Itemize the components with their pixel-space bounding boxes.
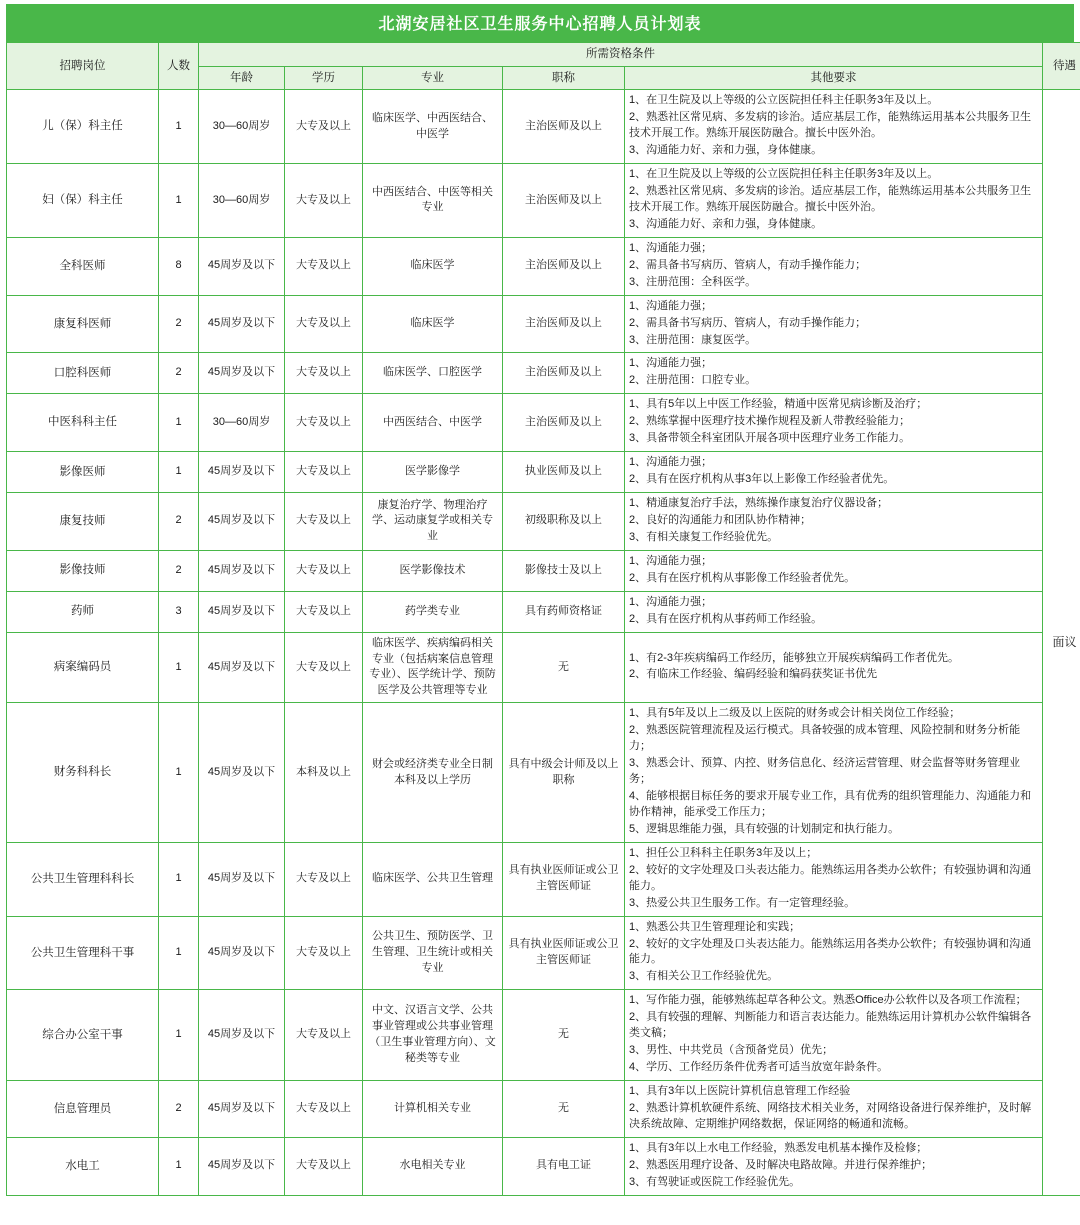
page-title: 北湖安居社区卫生服务中心招聘人员计划表 [6,4,1074,42]
requirement-line: 2、熟悉社区常见病、多发病的诊治。适应基层工作，能熟练运用基本公共服务卫生技术开展工作。熟练开展医防融合。擅长中医外治。 [629,111,1032,140]
cell-other-requirements [625,990,1043,1081]
requirement-line: 3、沟通能力好、亲和力强，身体健康。 [629,144,823,157]
cell-major: 公共卫生、预防医学、卫生管理、卫生统计或相关专业 [363,916,503,990]
requirement-line: 1、沟通能力强； [629,357,713,370]
requirement-line: 1、具有3年以上水电工作经验，熟悉发电机基本操作及检修； [629,1141,928,1154]
cell-major: 药学类专业 [363,591,503,632]
table-row [7,493,1080,551]
table-row [7,550,1080,591]
cell-number: 1 [159,990,199,1081]
requirement-line: 3、有驾驶证或医院工作经验优先。 [629,1175,801,1188]
cell-education: 大专及以上 [285,295,363,353]
table-body [7,90,1080,1195]
cell-job-title: 主治医师及以上 [503,237,625,295]
cell-other-requirements [625,632,1043,703]
cell-other-requirements [625,916,1043,990]
cell-post: 综合办公室干事 [7,990,159,1081]
cell-post: 康复技师 [7,493,159,551]
cell-major: 水电相关专业 [363,1137,503,1195]
cell-major: 临床医学 [363,295,503,353]
cell-other-requirements [625,1137,1043,1195]
cell-job-title: 主治医师及以上 [503,295,625,353]
cell-age: 45周岁及以下 [199,493,285,551]
cell-other-requirements [625,90,1043,164]
table-row [7,164,1080,238]
cell-age: 45周岁及以下 [199,1137,285,1195]
table-row [7,452,1080,493]
requirement-line: 3、男性、中共党员（含预备党员）优先； [629,1044,834,1057]
table-row [7,295,1080,353]
cell-job-title: 无 [503,632,625,703]
table-row [7,90,1080,164]
cell-major: 临床医学 [363,237,503,295]
requirement-line: 2、具有在医疗机构从事3年以上影像工作经验者优先。 [629,473,895,486]
cell-major: 临床医学、中西医结合、中医学 [363,90,503,164]
requirement-line: 1、担任公卫科科主任职务3年及以上； [629,846,818,859]
requirement-line: 1、沟通能力强； [629,299,713,312]
cell-other-requirements [625,394,1043,452]
table-row [7,842,1080,916]
cell-age: 45周岁及以下 [199,353,285,394]
cell-major: 医学影像技术 [363,550,503,591]
requirement-line: 1、精通康复治疗手法，熟练操作康复治疗仪器设备； [629,497,889,510]
requirement-line: 2、具有在医疗机构从事药师工作经验。 [629,612,823,625]
cell-education: 大专及以上 [285,842,363,916]
requirement-line: 2、熟练掌握中医理疗技术操作规程及新人带教经验能力； [629,415,911,428]
cell-post: 公共卫生管理科科长 [7,842,159,916]
cell-other-requirements [625,493,1043,551]
table-row [7,1081,1080,1138]
cell-education: 大专及以上 [285,591,363,632]
cell-major: 中西医结合、中医学 [363,394,503,452]
cell-major: 临床医学、口腔医学 [363,353,503,394]
requirement-line: 2、熟悉医用理疗设备、及时解决电路故障。并进行保养维护； [629,1158,933,1171]
cell-post: 影像医师 [7,452,159,493]
table-row [7,394,1080,452]
requirement-line: 4、能够根据目标任务的要求开展专业工作，具有优秀的组织管理能力、沟通能力和协作精神，能承受工作压力； [629,790,1032,818]
cell-education: 大专及以上 [285,237,363,295]
cell-major: 医学影像学 [363,452,503,493]
requirement-line: 1、具有5年及以上二级及以上医院的财务或会计相关岗位工作经验； [629,707,961,720]
requirement-line: 4、学历、工作经历条件优秀者可适当放宽年龄条件。 [629,1061,889,1074]
cell-number: 2 [159,550,199,591]
cell-job-title: 影像技士及以上 [503,550,625,591]
cell-other-requirements [625,452,1043,493]
cell-post: 妇（保）科主任 [7,164,159,238]
cell-number: 1 [159,916,199,990]
cell-other-requirements [625,1081,1043,1138]
cell-post: 信息管理员 [7,1081,159,1138]
header-treatment: 待遇 [1043,43,1080,90]
cell-age: 45周岁及以下 [199,591,285,632]
requirement-line: 1、具有5年以上中医工作经验，精通中医常见病诊断及治疗； [629,398,928,411]
cell-number: 1 [159,90,199,164]
cell-number: 2 [159,1081,199,1138]
cell-post: 康复科医师 [7,295,159,353]
cell-age: 30—60周岁 [199,394,285,452]
header-qualification-group: 所需资格条件 [199,43,1043,67]
table-row [7,632,1080,703]
cell-number: 3 [159,591,199,632]
cell-education: 大专及以上 [285,632,363,703]
cell-other-requirements [625,591,1043,632]
cell-age: 45周岁及以下 [199,842,285,916]
requirement-line: 2、需具备书写病历、管病人，有动手操作能力； [629,316,867,329]
cell-job-title: 具有药师资格证 [503,591,625,632]
recruitment-table [6,42,1080,1196]
cell-age: 45周岁及以下 [199,237,285,295]
requirement-line: 1、在卫生院及以上等级的公立医院担任科主任职务3年及以上。 [629,168,939,181]
cell-education: 大专及以上 [285,353,363,394]
cell-post: 中医科科主任 [7,394,159,452]
cell-major: 计算机相关专业 [363,1081,503,1138]
cell-education: 大专及以上 [285,452,363,493]
cell-other-requirements [625,353,1043,394]
cell-other-requirements [625,842,1043,916]
cell-job-title: 主治医师及以上 [503,353,625,394]
header-major: 专业 [363,66,503,90]
cell-number: 1 [159,1137,199,1195]
requirement-line: 1、沟通能力强； [629,456,713,469]
cell-major: 中西医结合、中医等相关专业 [363,164,503,238]
cell-number: 1 [159,632,199,703]
cell-number: 1 [159,842,199,916]
header-post: 招聘岗位 [7,43,159,90]
requirement-line: 2、具有较强的理解、判断能力和语言表达能力。能熟练运用计算机办公软件编辑各类文稿； [629,1011,1032,1040]
cell-age: 45周岁及以下 [199,990,285,1081]
requirement-line: 2、有临床工作经验、编码经验和编码获奖证书优先 [629,668,878,681]
requirement-line: 1、有2-3年疾病编码工作经历，能够独立开展疾病编码工作者优先。 [629,651,960,664]
table-row [7,1137,1080,1195]
cell-post: 病案编码员 [7,632,159,703]
cell-number: 1 [159,452,199,493]
requirement-line: 1、在卫生院及以上等级的公立医院担任科主任职务3年及以上。 [629,94,939,107]
header-row-1 [7,43,1080,67]
cell-age: 45周岁及以下 [199,295,285,353]
requirement-line: 3、沟通能力好、亲和力强，身体健康。 [629,217,823,230]
cell-age: 45周岁及以下 [199,550,285,591]
requirement-line: 2、较好的文字处理及口头表达能力。能熟练运用各类办公软件；有较强协调和沟通能力。 [629,937,1032,966]
requirement-line: 1、写作能力强，能够熟练起草各种公文。熟悉Office办公软件以及各项工作流程； [629,994,1027,1007]
cell-other-requirements [625,550,1043,591]
header-age: 年龄 [199,66,285,90]
cell-age: 45周岁及以下 [199,632,285,703]
header-other: 其他要求 [625,66,1043,90]
cell-job-title: 执业医师及以上 [503,452,625,493]
cell-post: 药师 [7,591,159,632]
cell-major: 临床医学、公共卫生管理 [363,842,503,916]
cell-major: 财会或经济类专业全日制本科及以上学历 [363,703,503,843]
requirement-line: 2、需具备书写病历、管病人，有动手操作能力； [629,258,867,271]
cell-other-requirements [625,164,1043,238]
cell-education: 大专及以上 [285,90,363,164]
requirement-line: 3、有相关康复工作经验优先。 [629,530,779,543]
cell-age: 45周岁及以下 [199,452,285,493]
cell-other-requirements [625,703,1043,843]
requirement-line: 2、注册范围：口腔专业。 [629,374,757,387]
cell-job-title: 具有中级会计师及以上职称 [503,703,625,843]
cell-post: 全科医师 [7,237,159,295]
requirement-line: 3、具备带领全科室团队开展各项中医理疗业务工作能力。 [629,432,911,445]
cell-major: 康复治疗学、物理治疗学、运动康复学或相关专业 [363,493,503,551]
cell-age: 45周岁及以下 [199,916,285,990]
requirement-line: 3、注册范围：康复医学。 [629,333,757,346]
cell-post: 口腔科医师 [7,353,159,394]
header-education: 学历 [285,66,363,90]
cell-education: 大专及以上 [285,916,363,990]
cell-number: 2 [159,493,199,551]
cell-post: 影像技师 [7,550,159,591]
requirement-line: 3、热爱公共卫生服务工作。有一定管理经验。 [629,896,856,909]
table-row [7,916,1080,990]
cell-age: 45周岁及以下 [199,1081,285,1138]
cell-job-title: 具有电工证 [503,1137,625,1195]
cell-other-requirements [625,295,1043,353]
cell-number: 8 [159,237,199,295]
requirement-line: 1、沟通能力强； [629,595,713,608]
requirement-line: 2、熟悉社区常见病、多发病的诊治。适应基层工作，能熟练运用基本公共服务卫生技术开展工作。熟练开展医防融合。擅长中医外治。 [629,185,1032,213]
table-row [7,990,1080,1081]
cell-education: 大专及以上 [285,550,363,591]
header-job-title: 职称 [503,66,625,90]
requirement-line: 1、熟悉公共卫生管理理论和实践； [629,920,801,933]
table-row [7,591,1080,632]
requirement-line: 2、熟悉计算机软硬件系统、网络技术相关业务，对网络设备进行保养维护，及时解决系统故障、定期维护网络数据，保证网络的畅通和流畅。 [629,1101,1032,1130]
header-number: 人数 [159,43,199,90]
cell-job-title: 主治医师及以上 [503,90,625,164]
cell-job-title: 主治医师及以上 [503,164,625,238]
cell-education: 大专及以上 [285,164,363,238]
cell-number: 1 [159,394,199,452]
table-header [7,43,1080,90]
table-row [7,353,1080,394]
cell-education: 本科及以上 [285,703,363,843]
cell-education: 大专及以上 [285,1137,363,1195]
table-row [7,703,1080,843]
cell-post: 儿（保）科主任 [7,90,159,164]
cell-job-title: 主治医师及以上 [503,394,625,452]
cell-other-requirements [625,237,1043,295]
cell-number: 2 [159,353,199,394]
requirement-line: 5、逻辑思维能力强，具有较强的计划制定和执行能力。 [629,822,900,835]
requirement-line: 1、沟通能力强； [629,241,713,254]
cell-number: 2 [159,295,199,353]
cell-age: 30—60周岁 [199,90,285,164]
requirement-line: 3、熟悉会计、预算、内控、财务信息化、经济运营管理、财会监督等财务管理业务； [629,757,1021,786]
cell-treatment: 面议 [1043,90,1080,1195]
cell-post: 公共卫生管理科干事 [7,916,159,990]
cell-number: 1 [159,703,199,843]
cell-major: 中文、汉语言文学、公共事业管理或公共事业管理（卫生事业管理方向）、文秘类等专业 [363,990,503,1081]
requirement-line: 2、较好的文字处理及口头表达能力。能熟练运用各类办公软件；有较强协调和沟通能力。 [629,863,1032,892]
cell-job-title: 无 [503,990,625,1081]
cell-education: 大专及以上 [285,990,363,1081]
cell-job-title: 初级职称及以上 [503,493,625,551]
table-row [7,237,1080,295]
requirement-line: 3、注册范围：全科医学。 [629,275,757,288]
cell-education: 大专及以上 [285,493,363,551]
requirement-line: 2、熟悉医院管理流程及运行模式。具备较强的成本管理、风险控制和财务分析能力； [629,724,1021,753]
requirement-line: 2、具有在医疗机构从事影像工作经验者优先。 [629,571,856,584]
cell-age: 30—60周岁 [199,164,285,238]
requirement-line: 2、良好的沟通能力和团队协作精神； [629,513,812,526]
cell-major: 临床医学、疾病编码相关专业（包括病案信息管理专业）、医学统计学、预防医学及公共管理等专业 [363,632,503,703]
requirement-line: 1、具有3年以上医院计算机信息管理工作经验 [629,1085,851,1098]
cell-job-title: 具有执业医师证或公卫主管医师证 [503,842,625,916]
cell-job-title: 无 [503,1081,625,1138]
cell-number: 1 [159,164,199,238]
requirement-line: 3、有相关公卫工作经验优先。 [629,970,779,983]
cell-education: 大专及以上 [285,1081,363,1138]
cell-post: 财务科科长 [7,703,159,843]
requirement-line: 1、沟通能力强； [629,554,713,567]
cell-age: 45周岁及以下 [199,703,285,843]
cell-education: 大专及以上 [285,394,363,452]
cell-job-title: 具有执业医师证或公卫主管医师证 [503,916,625,990]
cell-post: 水电工 [7,1137,159,1195]
